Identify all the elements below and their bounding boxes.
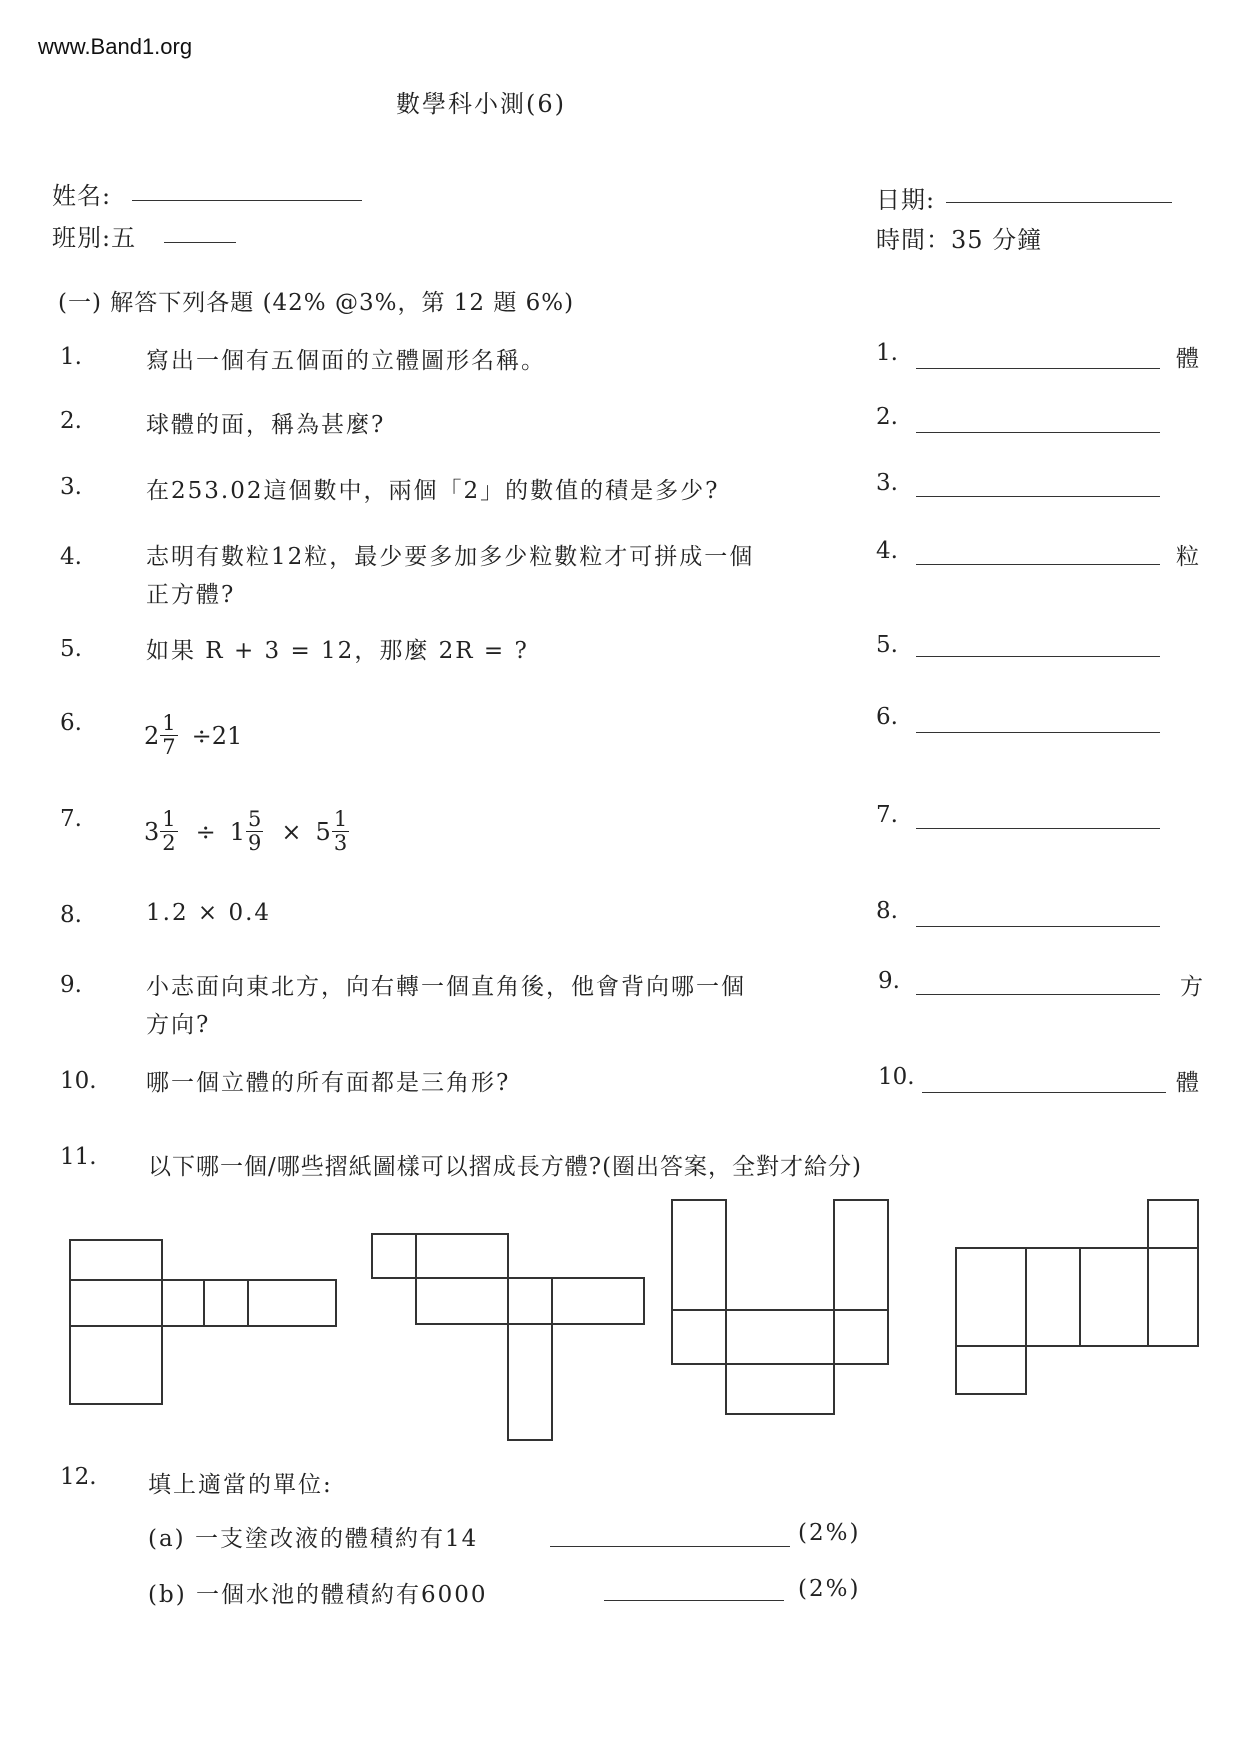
mark-b: (2%) — [798, 1576, 861, 1602]
net-face — [416, 1234, 508, 1278]
name-label: 姓名: — [52, 182, 112, 210]
time-label: 時間：35 分鐘 — [876, 226, 1043, 254]
net-face — [1148, 1248, 1198, 1346]
question-number: 9. — [60, 972, 82, 998]
numerator: 5 — [248, 807, 262, 831]
question-number: 3. — [60, 474, 82, 500]
mark-a: (2%) — [798, 1520, 861, 1546]
answer-line[interactable] — [916, 564, 1160, 565]
math-expression — [144, 808, 353, 855]
net-face — [956, 1346, 1026, 1394]
multiply-operator: × — [281, 817, 302, 846]
answer-line[interactable] — [916, 732, 1160, 733]
fraction — [160, 808, 177, 855]
net-face — [726, 1364, 834, 1414]
net-face — [1026, 1248, 1080, 1346]
class-field[interactable] — [164, 242, 236, 243]
divide-operator: ÷ — [195, 817, 216, 846]
question-text: 志明有數粒12粒，最少要多加多少粒數粒才可拼成一個 — [146, 544, 755, 570]
answer-unit: 體 — [1176, 346, 1199, 372]
fraction — [332, 808, 349, 855]
site-watermark: www.Band1.org — [38, 34, 193, 59]
answer-number: 6. — [876, 704, 898, 730]
net-face — [508, 1324, 552, 1440]
net-face — [726, 1310, 834, 1364]
question-text-line2: 正方體? — [146, 582, 236, 608]
net-option-1[interactable] — [70, 1240, 336, 1404]
mixed-whole: 1 — [229, 817, 246, 846]
net-face — [672, 1200, 726, 1364]
question-number: 6. — [60, 710, 82, 736]
net-face — [416, 1278, 508, 1324]
question-text: 填上適當的單位: — [148, 1472, 333, 1498]
question-text: 如果 R + 3 = 12，那麼 2R = ? — [146, 638, 529, 664]
answer-line[interactable] — [916, 432, 1160, 433]
fraction — [160, 712, 177, 759]
answer-number: 10. — [878, 1064, 915, 1090]
denominator: 2 — [162, 831, 176, 856]
class-label: 班別:五 — [52, 224, 137, 252]
question-text: 以下哪一個/哪些摺紙圖樣可以摺成長方體?(圈出答案，全對才給分) — [148, 1154, 863, 1180]
answer-line[interactable] — [916, 926, 1160, 927]
sub-question-b: (b) 一個水池的體積約有6000 — [148, 1582, 488, 1608]
mixed-whole: 5 — [315, 817, 331, 846]
answer-number: 4. — [876, 538, 898, 564]
question-number: 8. — [60, 902, 82, 928]
question-text: 在253.02這個數中，兩個「2」的數值的積是多少? — [146, 478, 720, 504]
answer-line[interactable] — [916, 368, 1160, 369]
math-expression — [144, 712, 242, 759]
numerator: 1 — [162, 807, 176, 831]
net-option-4[interactable] — [956, 1200, 1198, 1394]
mixed-whole: 2 — [144, 721, 160, 750]
answer-number: 5. — [876, 632, 898, 658]
answer-line[interactable] — [916, 994, 1160, 995]
question-number: 10. — [60, 1068, 97, 1094]
net-face — [1080, 1248, 1148, 1346]
question-number: 2. — [60, 408, 82, 434]
mixed-whole: 3 — [144, 817, 160, 846]
answer-line[interactable] — [916, 828, 1160, 829]
cube-nets-figure — [0, 1190, 1240, 1450]
answer-unit: 方 — [1180, 974, 1203, 1000]
question-number: 4. — [60, 544, 82, 570]
denominator: 9 — [248, 831, 262, 856]
answer-number: 7. — [876, 802, 898, 828]
denominator: 3 — [333, 831, 348, 856]
question-number: 7. — [60, 806, 82, 832]
question-number: 11. — [60, 1144, 97, 1170]
answer-line[interactable] — [916, 496, 1160, 497]
sub-question-a: (a) 一支塗改液的體積約有14 — [148, 1526, 479, 1552]
net-face — [1148, 1200, 1198, 1248]
question-text: 小志面向東北方，向右轉一個直角後，他會背向哪一個 — [146, 974, 746, 1000]
question-number: 12. — [60, 1464, 97, 1490]
expression-rest: ÷21 — [191, 721, 243, 750]
answer-number: 2. — [876, 404, 898, 430]
net-face — [834, 1200, 888, 1364]
question-number: 5. — [60, 636, 82, 662]
answer-line-a[interactable] — [550, 1546, 790, 1547]
date-label: 日期: — [876, 186, 936, 214]
question-text: 球體的面，稱為甚麼? — [146, 412, 386, 438]
numerator: 1 — [333, 807, 348, 831]
answer-unit: 體 — [1176, 1070, 1199, 1096]
net-face — [956, 1248, 1026, 1346]
question-text: 寫出一個有五個面的立體圖形名稱。 — [146, 348, 546, 374]
answer-unit: 粒 — [1176, 544, 1199, 570]
question-number: 1. — [60, 344, 82, 370]
net-face — [552, 1278, 644, 1324]
net-face — [70, 1240, 162, 1404]
answer-number: 8. — [876, 898, 898, 924]
answer-line-b[interactable] — [604, 1600, 784, 1601]
date-field[interactable] — [946, 202, 1172, 203]
question-text-line2: 方向? — [146, 1012, 211, 1038]
answer-number: 9. — [878, 968, 900, 994]
net-option-3[interactable] — [672, 1200, 888, 1414]
numerator: 1 — [162, 711, 176, 735]
section-title: (一) 解答下列各題 (42% @3%，第 12 題 6%) — [58, 290, 575, 316]
net-face — [508, 1278, 552, 1324]
page-title: 數學科小測(6) — [396, 90, 566, 118]
answer-number: 1. — [876, 340, 898, 366]
name-field[interactable] — [132, 200, 362, 201]
net-face — [372, 1234, 416, 1278]
denominator: 7 — [162, 735, 176, 760]
answer-number: 3. — [876, 470, 898, 496]
answer-line[interactable] — [922, 1092, 1166, 1093]
question-text: 1.2 × 0.4 — [146, 900, 272, 926]
net-option-2[interactable] — [372, 1234, 644, 1440]
answer-line[interactable] — [916, 656, 1160, 657]
fraction — [246, 808, 263, 855]
question-text: 哪一個立體的所有面都是三角形? — [146, 1070, 511, 1096]
